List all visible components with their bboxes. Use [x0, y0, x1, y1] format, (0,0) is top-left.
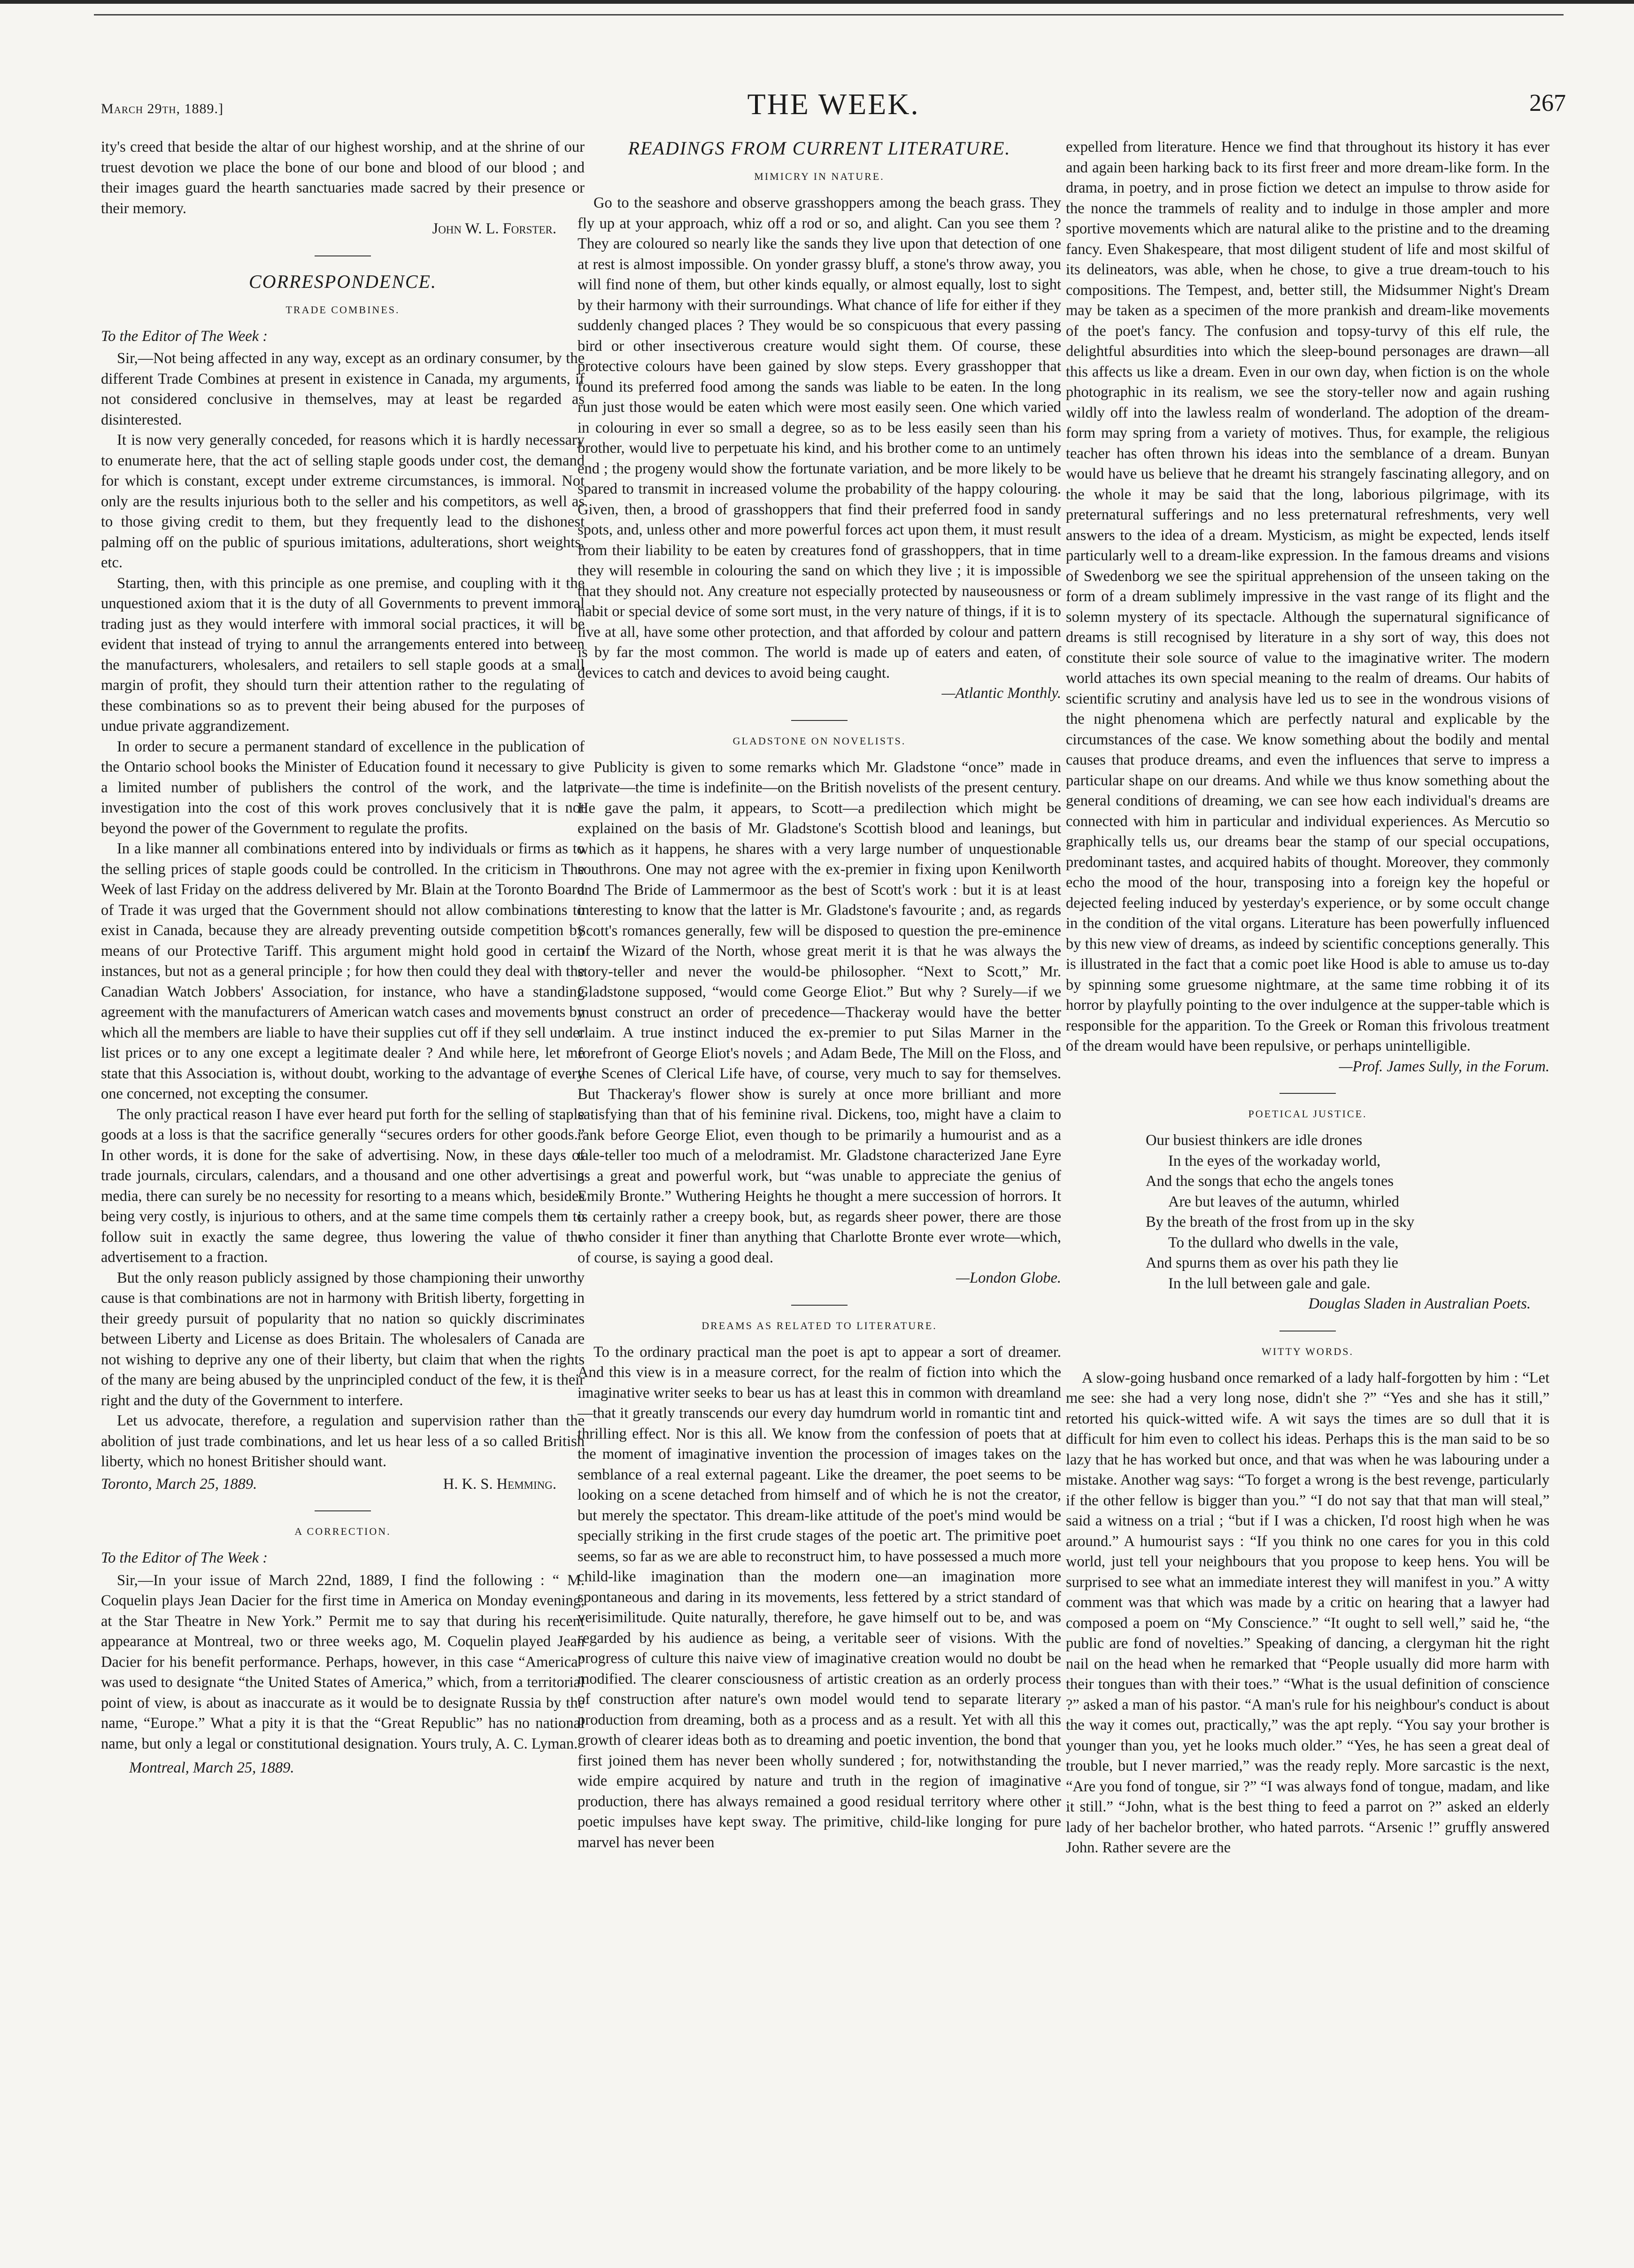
letter-signoff	[101, 1474, 585, 1495]
header-rule	[94, 14, 1564, 15]
page-header	[101, 75, 1566, 127]
article-text: To the ordinary practical man the poet is apt to appear a sort of dreamer. And this view is in a measure correct, for the realm of fiction into which the imaginative writer seeks to bear us has at least this in common with dreamland—that it greatly transcends our every day humdrum world in romantic tint and thrilling effect. Nor is this all. We know from the confession of poets that at the moment of imaginative invention the procession of images takes on the semblance of a real external pageant. Like the dreamer, the poet seems to be looking on a scene detached from himself and of which he is not the creator, but merely the spectator. This dream-like attitude of the poet's mind would be specially striking in the first crude stages of the poetic art. The primitive poet seems, so far as we are able to reconstruct him, to have possessed a much more child-like imagination than the modern one—an imagination more spontaneous and daring in its movements, less fettered by a strict standard of verisimilitude. Quite naturally, therefore, he gave himself out to be, and was regarded by his audience as being, a veritable seer of visions. With the progress of culture this naive view of imaginative creation would no doubt be modified. The clearer consciousness of artistic creation as an orderly process of construction after nature's own model would tend to separate literary production from dreaming, both as a process and as a result. Yet with all this growth of clearer ideas both as to dreaming and poetic invention, the bond that first joined them has never been wholly sundered ; for, notwithstanding the wide empire acquired by nature and truth in the region of imaginative production, there has always remained a good residual territory where other poetic impulses have kept sway. The primitive, child-like longing for pure marvel has never been	[578, 1343, 1061, 1851]
article-text: A slow-going husband once remarked of a lady half-forgotten by him : “Let me see: she had a very long nose, didn't she ?” “Yes and she has it still,” retorted his quick-witted wife. A wit says the times are so dull that it is difficult for him even to collect his ideas. Perhaps this is the man said to be so lazy that he has worked but once, and that was when he was labouring under a mistake. Another wag says: “To forget a wrong is the best revenge, particularly if the other fellow is bigger than you.” “I do not say that that man will steal,” said a witness on a trial ; “but if I was a chicken, I'd roost high when he was around.” A humourist says : “If you think no one cares for you in this cold world, just tell your neighbours that you propose to keep hens. You will be surprised to see what an immediate interest they will manifest in you.” A witty comment was that which was made by a critic on hearing that a lawyer had composed a poem on “My Conscience.” “It ought to sell well,” said he, “the public are fond of novelties.” Speaking of dancing, a clergyman hit the right nail on the head when he remarked that “People usually did more harm with their tongues than with their toes.” “What is the usual definition of conscience ?” asked a man of his pastor. “A man's rule for his neighbour's conduct is about the way it comes out, practically,” was the apt reply. “You say your brother is younger than you, yet he looks much older.” “Yes, he has seen a great deal of trouble, but I never married,” was the ready reply. More sarcastic is the next, “Are you fond of tongue, sir ?” “I was always fond of tongue, madam, and like it still.” “John, what is the best thing to feed a parrot on ?” asked an elderly lady of her bachelor brother, who hated parrots. “Arsenic !” gruffly answered John. Rather severe are the	[1066, 1369, 1549, 1856]
letter-paragraph: It is now very generally conceded, for reasons which it is hardly necessary to enumerate here, that the act of selling staple goods under cost, the demand for which is constant, except under extreme circumstances, is immoral. Not only are the results injurious both to the seller and his competitors, as well as to those giving credit to them, but they frequently lead to the dishonest palming off on the public of spurious imitations, adulterations, short weights, etc.	[101, 432, 585, 571]
letter-paragraph: The only practical reason I have ever heard put forth for the selling of staple goods at a loss is that the sacrifice generally “secures orders for other goods.” In other words, it is done for the sake of advertising. Now, in these days of trade journals, circulars, calendars, and a thousand and one other advertising media, there can surely be no necessity for resorting to a means which, besides being very costly, is injurious to others, and at the same time compels them to follow suit in exactly the same degree, thus lowering the value of the advertisement to a fraction.	[101, 1106, 585, 1266]
article-heading-correction: A CORRECTION.	[294, 1525, 391, 1537]
article-source: —Prof. James Sully, in the Forum.	[1339, 1058, 1549, 1075]
letter-place-date: Montreal, March 25, 1889.	[129, 1759, 294, 1776]
poem-line: To the dullard who dwells in the vale,	[1168, 1234, 1399, 1251]
article-text-continued: expelled from literature. Hence we find that throughout its history it has ever and again been harking back to its first freer and more dream-like form. In the drama, in poetry, and in prose fiction we detect an impulse to throw aside for the nonce the trammels of reality and to indulge in those ampler and more sportive movements which are natural alike to the pristine and to the dreaming fancy. Even Shakespeare, that most diligent student of life and most skilful of its delineators, was able, when he chose, to give a true dream-touch to his compositions. The Tempest, and, better still, the Midsummer Night's Dream may be taken as a specimen of the more prankish and dream-like movements of the poet's fancy. The confusion and topsy-turvy of this elf rule, the delightful absurdities into which the sleep-bound personages are drawn—all this affects us like a dream. Even in our own day, when fiction is on the whole photographic in its realism, we see the story-teller now and again rushing wildly off into the lawless realm of wonderland. The adoption of the dream-form may spring from a variety of motives. Thus, for example, the religious teacher has often thrown his ideas into the semblance of a dream. Bunyan would have us believe that he dreamt his strangely fascinating allegory, and on the whole it may be said that the long, laborious pilgrimage, with its preternatural sufferings and no less preternatural refreshments, very well answers to the idea of a dream. Mysticism, as might be expected, lends itself particularly well to a dream-like expression. In the famous dreams and visions of Swedenborg we see the spiritual apprehension of the unseen taking on the form of a dream sublimely impressive in the vast range of its flight and the solemn mystery of its spectacle. Although the supernatural significance of dreams is still recognised by literature in a shy sort of way, this does not constitute their sole source of value to the imaginative writer. The modern world attaches its own special meaning to the realm of dreams. Our habits of scientific scrutiny and analysis have led us to see in the wondrous visions of the night phenomena which are perfectly natural and explicable by the circumstances of the case. We know something about the bodily and mental causes that produce dreams, and even the influences that serve to impress a particular shape on our dreams. And while we thus know something about the general conditions of dreaming, we can see how each individual's dreams are connected with him in particular and individual experiences. As Mercutio so graphically tells us, our dreams bear the stamp of our special occupations, predominant tastes, and acquired habits of thought. Moreover, they commonly echo the mood of the hour, transposing into a foreign key the hopeful or dejected feeling induced by yesterday's experience, or by some occult change in the condition of the vital organs. Literature has been powerfully influenced by this new view of dreams, as indeed by scientific conceptions generally. This is illustrated in the fact that a comic poet like Hood is able to amuse us to-day by spinning some gruesome nightmare, at the same time robbing it of its horror by playfully pointing to the over indulgence at the supper-table which is responsible for the apparition. To the Greek or Roman this frivolous treatment of the dream would have been repulsive, or perhaps unintelligible.	[1066, 139, 1549, 1054]
section-divider	[315, 1510, 371, 1511]
letter-paragraph: In order to secure a permanent standard of excellence in the publication of the Ontario school books the Minister of Education found it necessary to give a limited number of publishers the control of the work, and the late investigation into the cost of this work proves conclusively that it is not beyond the power of the Government to regulate the profits.	[101, 738, 585, 837]
masthead-title: THE WEEK.	[747, 87, 920, 121]
article-heading-poetical-justice: POETICAL JUSTICE.	[1248, 1108, 1367, 1120]
letter-place-date: Toronto, March 25, 1889.	[101, 1475, 257, 1493]
letter-paragraph: But the only reason publicly assigned by those championing their unworthy cause is that combinations are not in harmony with British liberty, forgetting in their greedy pursuit of popularity that no nation so quickly discriminates between Liberty and License as does Britain. The wholesalers of Canada are not wishing to deprive any one of their liberty, but claim that when the rights of the many are being abused by the unprincipled conduct of the few, it is their right and the duty of the Government to interfere.	[101, 1269, 585, 1409]
section-title-readings: READINGS FROM CURRENT LITERATURE.	[628, 138, 1011, 159]
intro-signature: John W. L. Forster.	[432, 220, 556, 237]
article-heading-trade-combines: TRADE COMBINES.	[285, 303, 400, 316]
section-divider	[315, 255, 371, 256]
poem-line: In the lull between gale and gale.	[1168, 1275, 1371, 1292]
letter-paragraph: Sir,—In your issue of March 22nd, 1889, I find the following : “ M. Coquelin plays Jean Dacier for the first time in America on Monday evening, at the Star Theatre in New York.” Permit me to say that during his recent appearance at Montreal, two or three weeks ago, M. Coquelin played Jean Dacier for his benefit performance. Perhaps, however, in this case “America” was used to designate “the United States of America,” which, from a territorial point of view, is about as inaccurate as it would be to designate Russia by the name, “Europe.” What a pity it is that the “Great Republic” has no national name, but only a legal or constitutional designation. Yours truly, A. C. Lyman.	[101, 1571, 585, 1752]
issue-date: March 29th, 1889.]	[101, 101, 224, 116]
letter-paragraph: Sir,—Not being affected in any way, except as an ordinary consumer, by the different Trade Combines at present in existence in Canada, my arguments, if not considered conclusive in themselves, may at least be regarded as disinterested.	[101, 350, 585, 428]
article-source: —Atlantic Monthly.	[941, 685, 1061, 702]
column-left	[101, 137, 585, 1780]
poem	[1066, 1130, 1549, 1294]
letter-salutation: To the Editor of The Week :	[101, 327, 268, 345]
top-border	[0, 0, 1634, 4]
letter-salutation: To the Editor of The Week :	[101, 1549, 268, 1566]
article-text: Publicity is given to some remarks which Mr. Gladstone “once” made in private—the time is indefinite—on the British novelists of the present century. He gave the palm, it appears, to Scott—a predilection which might be explained on the basis of Mr. Gladstone's Scottish blood and leanings, but which as it happens, he shares with a very large number of unquestionable southrons. One may not agree with the ex-premier in fixing upon Kenilworth and The Bride of Lammermoor as the best of Scott's work : but it is at least interesting to know that the latter is Mr. Gladstone's favourite ; and, as regards Scott's romances generally, few will be disposed to question the pre-eminence of the Wizard of the North, whose great merit it is that he was always the story-teller and never the would-be philosopher. “Next to Scott,” Mr. Gladstone supposed, “would come George Eliot.” But why ? Surely—if we must construct an order of precedence—Thackeray would have the better claim. A true instinct induced the ex-premier to put Silas Marner in the forefront of George Eliot's novels ; and Adam Bede, The Mill on the Floss, and the Scenes of Clerical Life have, of course, very much to say for themselves. But Thackeray's flower show is surely at once more brilliant and more satisfying than that of his feminine rival. Dickens, too, might have a claim to rank before George Eliot, even though to be primarily a humourist and as a tale-teller too much of a melodramist. Mr. Gladstone characterized Jane Eyre as a great and powerful work, but “was unable to appreciate the genius of Emily Bronte.” Wuthering Heights he thought a mere succession of horrors. It is certainly rather a creepy book, but, as regards sheer power, there are those who consider it finer than anything that Charlotte Bronte ever wrote—which, of course, is saying a good deal.	[578, 759, 1061, 1266]
letter-paragraph: In a like manner all combinations entered into by individuals or firms as to the selling prices of staple goods could be controlled. In the criticism in The Week of last Friday on the address delivered by Mr. Blain at the Toronto Board of Trade it was urged that the Government should not allow combinations to exist in Canada, because they are already preventing outside competition by means of our Protective Tariff. This argument might hold good in certain instances, but not as a general principle ; for how then could they deal with the Canadian Watch Jobbers' Association, for instance, who have a standing agreement with the manufacturers of American watch cases and movements by which all the members are liable to have their supplies cut off if they sell under list prices or to any one except a legitimate dealer ? And while here, let me state that this Association is, without doubt, working to the advantage of every one concerned, not excepting the consumer.	[101, 840, 585, 1102]
column-right	[1066, 137, 1549, 1858]
letter-paragraph: Starting, then, with this principle as one premise, and coupling with it the unquestioned axiom that it is the duty of all Governments to prevent immoral trading just as they would interfere with immoral social practices, it will be evident that instead of trying to annul the arrangements entered into between the manufacturers, wholesalers, and retailers to sell staple goods at a small margin of profit, they should turn their attention rather to the regulating of these combinations so as to prevent their being abused for the purposes of undue private aggrandizement.	[101, 574, 585, 735]
poem-line: And the songs that echo the angels tones	[1146, 1173, 1394, 1190]
section-title-correspondence: CORRESPONDENCE.	[249, 271, 437, 292]
section-divider	[1279, 1093, 1336, 1094]
poem-line: And spurns them as over his path they lie	[1146, 1254, 1398, 1271]
article-text: Go to the seashore and observe grasshoppers among the beach grass. They fly up at your approach, whiz off a rod or so, and alight. Can you see them ? They are coloured so nearly like the sands they live upon that detection of one at rest is almost impossible. On yonder grassy bluff, a stone's throw away, you will find none of them, but other kinds equally, or almost equally, lost to sight by their harmony with their surroundings. What chance of life for either if they suddenly changed places ? They would be so conspicuous that every passing bird or other insectiverous creature would sight them. Of course, these protective colours have been gained by slow steps. Every grasshopper that found its preferred food among the sands was liable to be eaten. In the long run just those would be eaten which were most easily seen. One which varied in colouring in ever so small a degree, so as to be less easily seen than his brother, would live to perpetuate his kind, and his brother come to an untimely end ; the progeny would show the fortunate variation, and be more likely to be spared to transmit in increased volume the probability of the happy colouring. Given, then, a brood of grasshoppers that find their preferred food in sandy spots, and, unless other and more powerful forces act upon them, it must result from their liability to be eaten by creatures fond of grasshoppers, that in time they will resemble in colouring the sand on which they live ; it is impossible that they should not. Any creature not especially protected by nauseousness or habit or special device of some sort must, in the very nature of things, if it is to live at all, have some other protection, and that afforded by colour and pattern is by far the most common. The world is made up of eaters and eaten, of devices to catch and devices to avoid being caught.	[578, 194, 1061, 681]
poem-line: Are but leaves of the autumn, whirled	[1168, 1193, 1399, 1210]
article-heading-mimicry: MIMICRY IN NATURE.	[754, 170, 885, 182]
page-number: 267	[1529, 90, 1566, 116]
article-heading-dreams: DREAMS AS RELATED TO LITERATURE.	[701, 1319, 937, 1331]
poem-line: By the breath of the frost from up in the sky	[1146, 1214, 1415, 1231]
poem-line: In the eyes of the workaday world,	[1168, 1152, 1381, 1169]
section-divider	[791, 1305, 848, 1306]
section-divider	[791, 720, 848, 721]
article-heading-gladstone: GLADSTONE ON NOVELISTS.	[732, 735, 906, 747]
poem-line: Our busiest thinkers are idle drones	[1146, 1132, 1363, 1149]
poem-source: Douglas Sladen in Australian Poets.	[1308, 1295, 1531, 1312]
intro-paragraph: ity's creed that beside the altar of our highest worship, and at the shrine of our truest devotion we place the bone of our bone and blood of our blood ; and their images guard the hearth sanctuaries made sacred by their presence or their memory.	[101, 139, 585, 217]
letter-paragraph: Let us advocate, therefore, a regulation and supervision rather than the abolition of just trade combinations, and let us hear less of a so called British liberty, which no honest Britisher should want.	[101, 1412, 585, 1470]
article-source: —London Globe.	[956, 1269, 1061, 1286]
article-heading-witty-words: WITTY WORDS.	[1261, 1345, 1354, 1357]
column-middle	[578, 137, 1061, 1853]
letter-signature: H. K. S. Hemming.	[443, 1475, 556, 1493]
